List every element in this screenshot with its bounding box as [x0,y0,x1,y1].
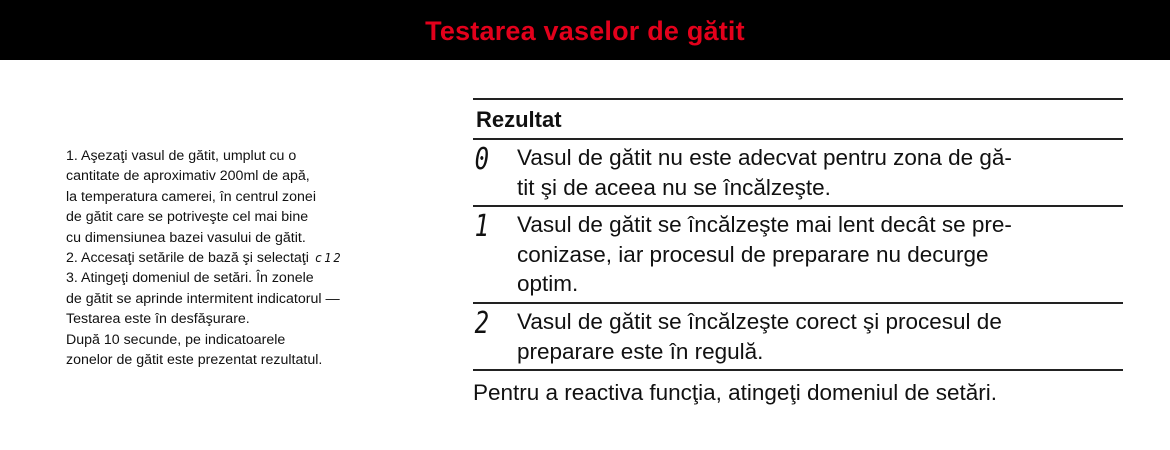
instruction-text: 2. Accesaţi setările de bază şi selectaţi [66,250,309,267]
segment-digit: 2 [474,306,490,341]
row-line: Vasul de gătit nu este adecvat pentru zona de gă- [517,145,1012,170]
table-heading: Rezultat [476,107,562,132]
indicator-symbol: — [325,290,340,307]
instruction-line [66,289,406,309]
instruction-line: După 10 secunde, pe indicatoarele [66,331,286,348]
row-line: optim. [517,271,579,296]
footer-note: Pentru a reactiva funcţia, atingeţi domeniul de setări. [473,380,998,405]
row-text [517,307,1123,369]
instruction-line: zonelor de gătit este prezentat rezultatul. [66,352,323,369]
result-table [473,98,1123,371]
row-line: Vasul de gătit se încălzeşte mai lent decât se pre- [517,212,1012,237]
instruction-line: 1. Aşezaţi vasul de gătit, umplut cu o [66,148,297,164]
row-line: conizase, iar procesul de preparare nu decurge [517,241,989,267]
page-title: Testarea vaselor de gătit [425,15,745,46]
instruction-line: la temperatura camerei, în centrul zonei [66,188,316,205]
table-row [473,140,1123,205]
instruction-line: cu dimensiunea bazei vasului de gătit. [66,229,306,246]
instruction-line: cantitate de aproximativ 200ml de apă, [66,168,310,185]
divider [473,369,1123,371]
row-text [517,143,1123,205]
instruction-line: 3. Atingeţi domeniul de setări. În zonele [66,270,314,287]
row-text [517,210,1123,302]
segment-digit: 1 [474,209,490,244]
segment-digit: 0 [474,142,490,177]
row-line: preparare este în regulă. [517,338,764,364]
instructions [66,146,406,370]
instruction-line: Testarea este în desfăşurare. [66,311,250,328]
instruction-line: de gătit care se potriveşte cel mai bine [66,209,309,226]
row-line: tit şi de aceea nu se încălzeşte. [517,174,831,200]
title-bar [0,0,1170,60]
setting-code-display: c12 [314,251,343,266]
table-row [473,304,1123,369]
instruction-line [66,248,406,268]
instruction-text: de gătit se aprinde intermitent indicatorul [66,290,322,307]
row-line: Vasul de gătit se încălzeşte corect şi procesul de [517,309,1002,334]
table-row [473,207,1123,302]
